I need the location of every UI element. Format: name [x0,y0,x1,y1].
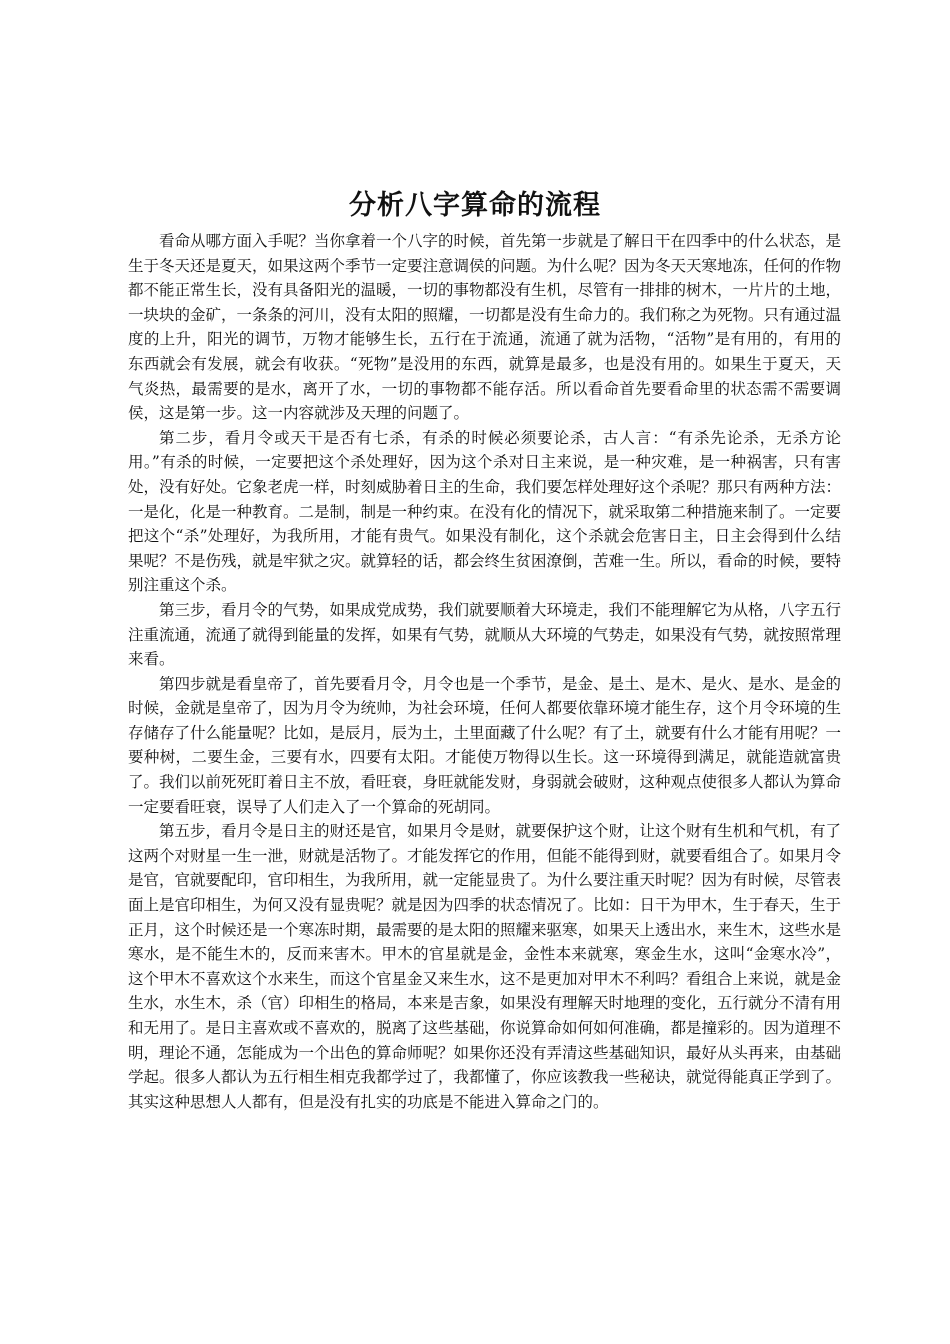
paragraph-step-3: 第三步，看月令的气势，如果成党成势，我们就要顺着大环境走，我们不能理解它为从格，八字五行注重流通，流通了就得到能量的发挥，如果有气势，就顺从大环境的气势走，如果没有气势，就按照常理来看。 [128,600,842,669]
paragraph-step-1: 看命从哪方面入手呢？当你拿着一个八字的时候，首先第一步就是了解日干在四季中的什么状态，是生于冬天还是夏天，如果这两个季节一定要注意调侯的问题。为什么呢？因为冬天天寒地冻，任何的作物都不能正常生长，没有具备阳光的温暖，一切的事物都没有生机，尽管有一排排的树木，一片片的土地，一块块的金矿，一条条的河川，没有太阳的照耀，一切都是没有生命力的。我们称之为死物。只有通过温度的上升，阳光的调节，万物才能够生长，五行在于流通，流通了就为活物，“活物”是有用的，有用的东西就会有发展，就会有收获。“死物”是没用的东西，就算是最多，也是没有用的。如果生于夏天，天气炎热，最需要的是水，离开了水，一切的事物都不能存活。所以看命首先要看命里的状态需不需要调侯，这是第一步。这一内容就涉及天理的问题了。 [128,232,842,423]
paragraph-step-4: 第四步就是看皇帝了，首先要看月令，月令也是一个季节，是金、是土、是木、是火、是水、是金的时候，金就是皇帝了，因为月令为统帅，为社会环境，任何人都要依靠环境才能生存，这个月令环境的生存储存了什么能量呢？比如，是辰月，辰为土，土里面藏了什么呢？有了土，就要有什么才能有用呢？一要种树，二要生金，三要有水，四要有太阳。才能使万物得以生长。这一环境得到满足，就能造就富贵了。我们以前死死盯着日主不放，看旺衰，身旺就能发财，身弱就会破财，这种观点使很多人都认为算命一定要看旺衰，误导了人们走入了一个算命的死胡同。 [128,674,842,816]
paragraph-step-5: 第五步，看月令是日主的财还是官，如果月令是财，就要保护这个财，让这个财有生机和气机，有了这两个对财星一生一泄，财就是活物了。才能发挥它的作用，但能不能得到财，就要看组合了。如果月令是官，官就要配印，官印相生，为我所用，就一定能显贵了。为什么要注重天时呢？因为有时候，尽管表面上是官印相生，为何又没有显贵呢？就是因为四季的状态情况了。比如：日干为甲木，生于春天，生于正月，这个时候还是一个寒冻时期，最需要的是太阳的照耀来驱寒，如果天上透出水，来生木，这些水是寒水，是不能生木的，反而来害木。甲木的官星就是金，金性本来就寒，寒金生水，这叫“金寒水冷”，这个甲木不喜欢这个水来生，而这个官星金又来生水，这不是更加对甲木不利吗？看组合上来说，就是金生水，水生木，杀（官）印相生的格局，本来是吉象，如果没有理解天时地理的变化，五行就分不清有用和无用了。是日主喜欢或不喜欢的，脱离了这些基础，你说算命如何如何准确，都是撞彩的。因为道理不明，理论不通，怎能成为一个出色的算命师呢？如果你还没有弄清这些基础知识，最好从头再来，由基础学起。很多人都认为五行相生相克我都学过了，我都懂了，你应该教我一些秘诀，就觉得能真正学到了。其实这种思想人人都有，但是没有扎实的功底是不能进入算命之门的。 [128,822,842,1111]
paragraph-step-2: 第二步，看月令或天干是否有七杀，有杀的时候必须要论杀，古人言：“有杀先论杀，无杀方论用。”有杀的时候，一定要把这个杀处理好，因为这个杀对日主来说，是一种灾难，是一种祸害，只有害处，没有好处。它象老虎一样，时刻威胁着日主的生命，我们要怎样处理好这个杀呢？那只有两种方法：一是化，化是一种教育。二是制，制是一种约束。在没有化的情况下，就采取第二种措施来制了。一定要把这个“杀”处理好，为我所用，才能有贵气。如果没有制化，这个杀就会危害日主，日主会得到什么结果呢？不是伤残，就是牢狱之灾。就算轻的话，都会终生贫困潦倒，苦难一生。所以，看命的时候，要特别注重这个杀。 [128,428,842,595]
document-title: 分析八字算命的流程 [349,190,601,221]
document-body [128,229,841,1114]
